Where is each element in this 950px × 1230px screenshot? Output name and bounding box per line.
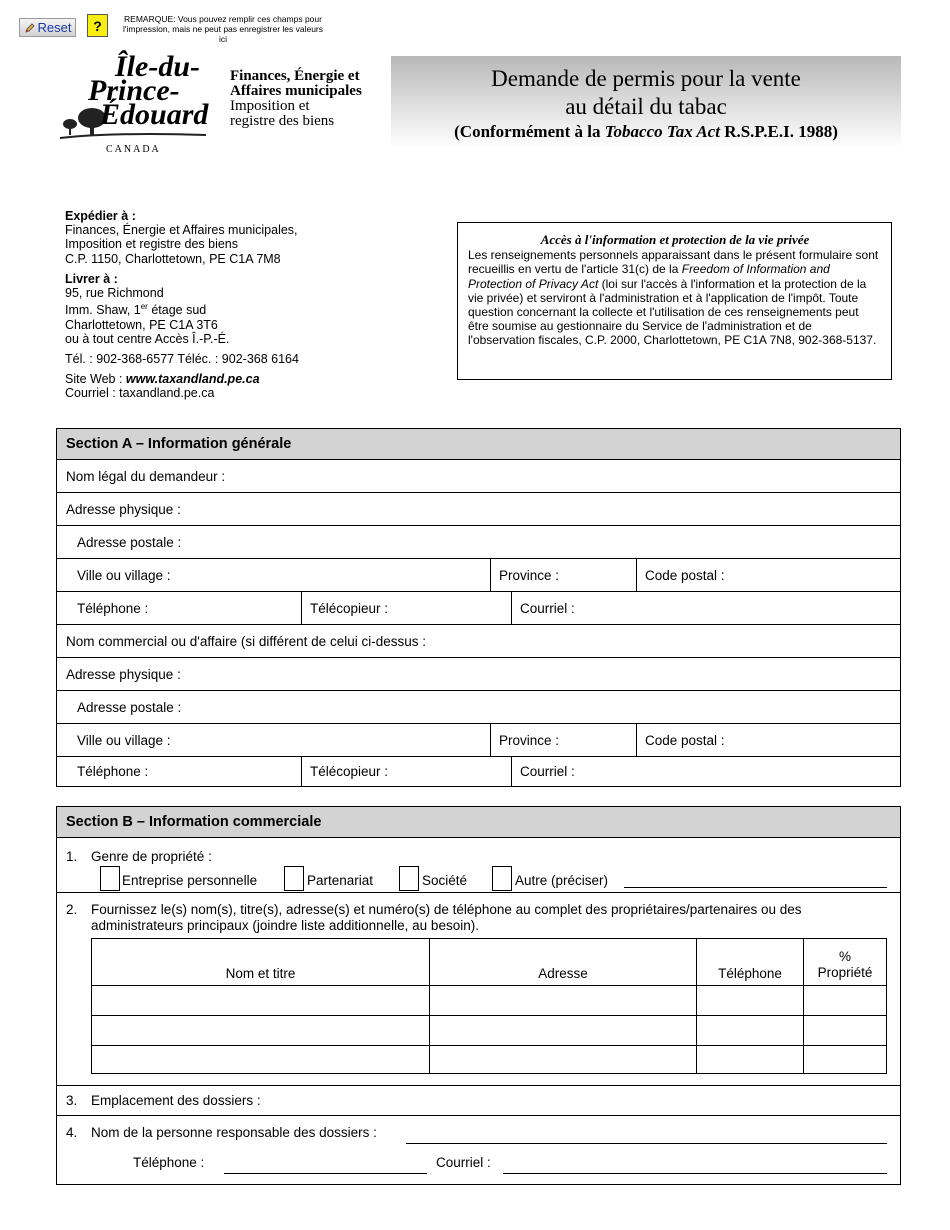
fill-note: REMARQUE: Vous pouvez remplir ces champs pour l'impression, mais ne peut pas enregistrer les valeurs ici bbox=[122, 14, 324, 44]
help-button[interactable]: ? bbox=[87, 14, 108, 37]
phone-field[interactable]: Téléphone : bbox=[77, 600, 149, 616]
table-row bbox=[92, 1046, 887, 1074]
physical-address-row[interactable]: Adresse physique : bbox=[57, 493, 900, 526]
business-mailing-address-row[interactable]: Adresse postale : bbox=[57, 691, 900, 724]
owner-address-cell[interactable] bbox=[430, 1046, 697, 1074]
form-title-act: (Conformément à la Tobacco Tax Act R.S.P.E.I. 1988) bbox=[454, 122, 838, 141]
postal-code-field[interactable]: Code postal : bbox=[645, 567, 725, 583]
business-phone-field[interactable]: Téléphone : bbox=[77, 764, 149, 779]
logo-line1: Île-du- bbox=[115, 50, 200, 83]
owner-name-cell[interactable] bbox=[92, 986, 430, 1016]
owner-phone-cell[interactable] bbox=[697, 986, 804, 1016]
business-email-field[interactable]: Courriel : bbox=[520, 764, 575, 779]
form-title-line2: au détail du tabac bbox=[565, 94, 727, 119]
col-ownership: % Propriété bbox=[804, 939, 887, 986]
records-person-label: Nom de la personne responsable des dossiers : bbox=[91, 1125, 377, 1140]
reset-button[interactable] bbox=[19, 18, 76, 37]
owners-table bbox=[91, 938, 887, 1074]
privacy-notice: Accès à l'information et protection de la vie privée Les renseignements personnels apparaissant dans le présent formulaire sont recueillis en vertu de l'article 31(c) de la Freedom of Information and Protection of Privacy Act (loi sur l'accès à l'information et la protection de la vie privée) et serviront à l'administration et à l'application de l'impôt. Toute question concernant la collecte et l'utilisation de ces renseignements peut être soumise au gestionnaire du Service de l'administration et de l'observation fiscales, C.P. 2000, Charlottetown, PE C1A 7N8, 902-368-5137. bbox=[457, 222, 892, 380]
owner-phone-cell[interactable] bbox=[697, 1016, 804, 1046]
owners-instructions: Fournissez le(s) nom(s), titre(s), adresse(s) et numéro(s) de téléphone au complet des propriétaires/partenaires ou des administrateurs principaux (joindre liste additionnelle, au besoin). bbox=[91, 902, 802, 933]
logo-line3: Édouard bbox=[100, 98, 209, 131]
records-email-label: Courriel : bbox=[436, 1155, 491, 1170]
form-title-line1: Demande de permis pour la vente bbox=[491, 66, 801, 91]
reset-label: Reset bbox=[37, 20, 72, 35]
owner-percent-cell[interactable] bbox=[804, 986, 887, 1016]
city-row bbox=[57, 559, 900, 592]
col-address: Adresse bbox=[430, 939, 697, 986]
mailing-address-row[interactable]: Adresse postale : bbox=[57, 526, 900, 559]
checkbox-partnership[interactable] bbox=[284, 866, 304, 891]
section-a bbox=[56, 428, 901, 787]
checkbox-corporation[interactable] bbox=[399, 866, 419, 891]
department-name: Finances, Énergie et Affaires municipales Imposition et registre des biens bbox=[230, 68, 362, 129]
owner-address-cell[interactable] bbox=[430, 986, 697, 1016]
city-field[interactable]: Ville ou village : bbox=[77, 567, 171, 583]
contact-row bbox=[57, 592, 900, 625]
owners-row: 2. Fournissez le(s) nom(s), titre(s), adresse(s) et numéro(s) de téléphone au complet des propriétaires/partenaires ou des administrateurs principaux (joindre liste additionnelle, au besoin). Nom et titre Adresse Téléphone % Propriété bbox=[57, 893, 900, 1086]
business-contact-row bbox=[57, 757, 900, 786]
owner-name-cell[interactable] bbox=[92, 1046, 430, 1074]
business-city-row bbox=[57, 724, 900, 757]
business-physical-address-row[interactable]: Adresse physique : bbox=[57, 658, 900, 691]
business-province-field[interactable]: Province : bbox=[499, 732, 560, 748]
fax-field[interactable]: Télécopieur : bbox=[310, 600, 389, 616]
section-a-title: Section A – Information générale bbox=[57, 429, 900, 460]
logo-country: CANADA bbox=[106, 144, 161, 155]
checkbox-other[interactable] bbox=[492, 866, 512, 891]
records-person-line[interactable] bbox=[406, 1143, 887, 1144]
owner-percent-cell[interactable] bbox=[804, 1046, 887, 1074]
checkbox-sole-proprietor[interactable] bbox=[100, 866, 120, 891]
owner-address-cell[interactable] bbox=[430, 1016, 697, 1046]
table-row bbox=[92, 986, 887, 1016]
records-email-line[interactable] bbox=[503, 1173, 887, 1174]
section-b: Section B – Information commerciale 1. Genre de propriété : Entreprise personnelle Partenariat Société Autre (préciser) 2. Fournissez le(s) nom(s), titre(s), adresse(s) et numéro(s) de téléphone au complet des propriétaires/partenaires ou des administrateurs principaux (joindre liste additionnelle, au besoin). Nom et titre Adresse Téléphone % Propriété 3. Emplacement des dossiers : 4. Nom de la personne responsable des dossiers : Téléphone : Courriel : bbox=[56, 806, 901, 1185]
col-phone: Téléphone bbox=[697, 939, 804, 986]
table-row bbox=[92, 1016, 887, 1046]
records-phone-line[interactable] bbox=[224, 1173, 427, 1174]
owner-phone-cell[interactable] bbox=[697, 1046, 804, 1074]
business-postal-code-field[interactable]: Code postal : bbox=[645, 732, 725, 748]
other-specify-line[interactable] bbox=[624, 887, 887, 888]
business-name-row[interactable]: Nom commercial ou d'affaire (si différent de celui ci-dessus : bbox=[57, 625, 900, 658]
email-field[interactable]: Courriel : bbox=[520, 600, 575, 616]
ownership-type-row: 1. Genre de propriété : Entreprise personnelle Partenariat Société Autre (préciser) bbox=[57, 838, 900, 893]
business-fax-field[interactable]: Télécopieur : bbox=[310, 764, 389, 779]
records-location-row[interactable]: 3. Emplacement des dossiers : bbox=[57, 1086, 900, 1116]
province-field[interactable]: Province : bbox=[499, 567, 560, 583]
legal-name-row[interactable]: Nom légal du demandeur : bbox=[57, 460, 900, 493]
mailing-info: Expédier à : Finances, Énergie et Affaires municipales, Imposition et registre des biens C.P. 1150, Charlottetown, PE C1A 7M8 Livrer à : 95, rue Richmond Imm. Shaw, 1er étage sud Charlottetown, PE C1A 3T6 ou à tout centre Accès Î.-P.-É. Tél. : 902-368-6577 Téléc. : 902-368 6164 Site Web : www.taxandland.pe.ca Courriel : taxandland.pe.ca bbox=[65, 209, 299, 401]
pencil-icon bbox=[24, 22, 36, 34]
logo-line2: Prince- bbox=[88, 74, 180, 107]
section-b-title: Section B – Information commerciale bbox=[57, 807, 900, 838]
owner-name-cell[interactable] bbox=[92, 1016, 430, 1046]
ownership-type-label: Genre de propriété : bbox=[91, 849, 212, 864]
website-link[interactable]: www.taxandland.pe.ca bbox=[125, 372, 260, 387]
owner-percent-cell[interactable] bbox=[804, 1016, 887, 1046]
business-city-field[interactable]: Ville ou village : bbox=[77, 732, 171, 748]
col-name-title: Nom et titre bbox=[92, 939, 430, 986]
records-phone-label: Téléphone : bbox=[133, 1155, 205, 1170]
